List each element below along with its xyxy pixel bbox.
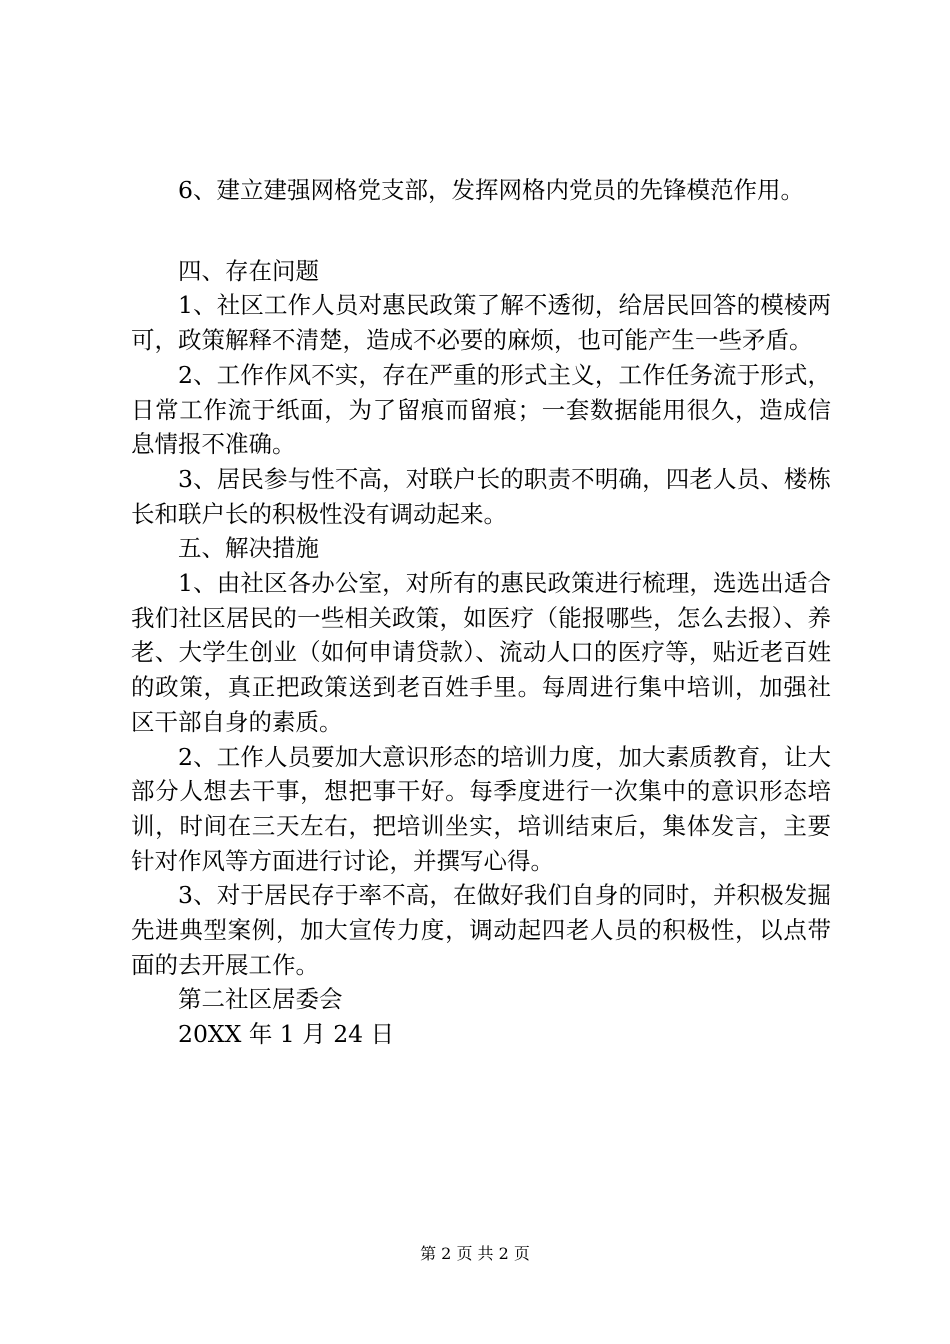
section-5-heading: 五、解决措施	[178, 534, 319, 563]
measure-paragraph-2: 2、工作人员要加大意识形态的培训力度，加大素质教育，让大部分人想去干事，想把事干好。每季度进行一次集中的意识形态培训，时间在三天左右，把培训坐实，培训结束后，集体发言，主要针对作风等方面进行讨论，并撰写心得。	[131, 742, 831, 875]
problem-paragraph-1: 1、社区工作人员对惠民政策了解不透彻，给居民回答的模棱两可，政策解释不清楚，造成不必要的麻烦，也可能产生一些矛盾。	[131, 291, 831, 355]
paragraph-gap	[131, 208, 831, 254]
measure-paragraph-1: 1、由社区各办公室，对所有的惠民政策进行梳理，选选出适合我们社区居民的一些相关政策，如医疗（能报哪些，怎么去报）、养老、大学生创业（如何申请贷款）、流动人口的医疗等，贴近老百姓的政策，真正把政策送到老百姓手里。每周进行集中培训，加强社区干部自身的素质。	[131, 569, 831, 736]
item-6-paragraph: 6、建立建强网格党支部，发挥网格内党员的先锋模范作用。	[178, 176, 804, 204]
section-4-heading: 四、存在问题	[178, 256, 319, 285]
signature-date: 20XX 年 1 月 24 日	[178, 1020, 395, 1049]
problem-paragraph-2: 2、工作作风不实，存在严重的形式主义，工作任务流于形式，日常工作流于纸面，为了留痕而留痕；一套数据能用很久，造成信息情报不准确。	[131, 360, 831, 459]
measure-paragraph-3: 3、对于居民存于率不高，在做好我们自身的同时，并积极发掘先进典型案例，加大宣传力度，调动起四老人员的积极性，以点带面的去开展工作。	[131, 881, 831, 979]
signature-organization: 第二社区居委会	[178, 985, 343, 1014]
problem-paragraph-3: 3、居民参与性不高，对联户长的职责不明确，四老人员、楼栋长和联户长的积极性没有调动起来。	[131, 464, 831, 528]
document-body	[131, 173, 831, 1052]
page-footer: 第 2 页 共 2 页	[420, 1244, 530, 1263]
